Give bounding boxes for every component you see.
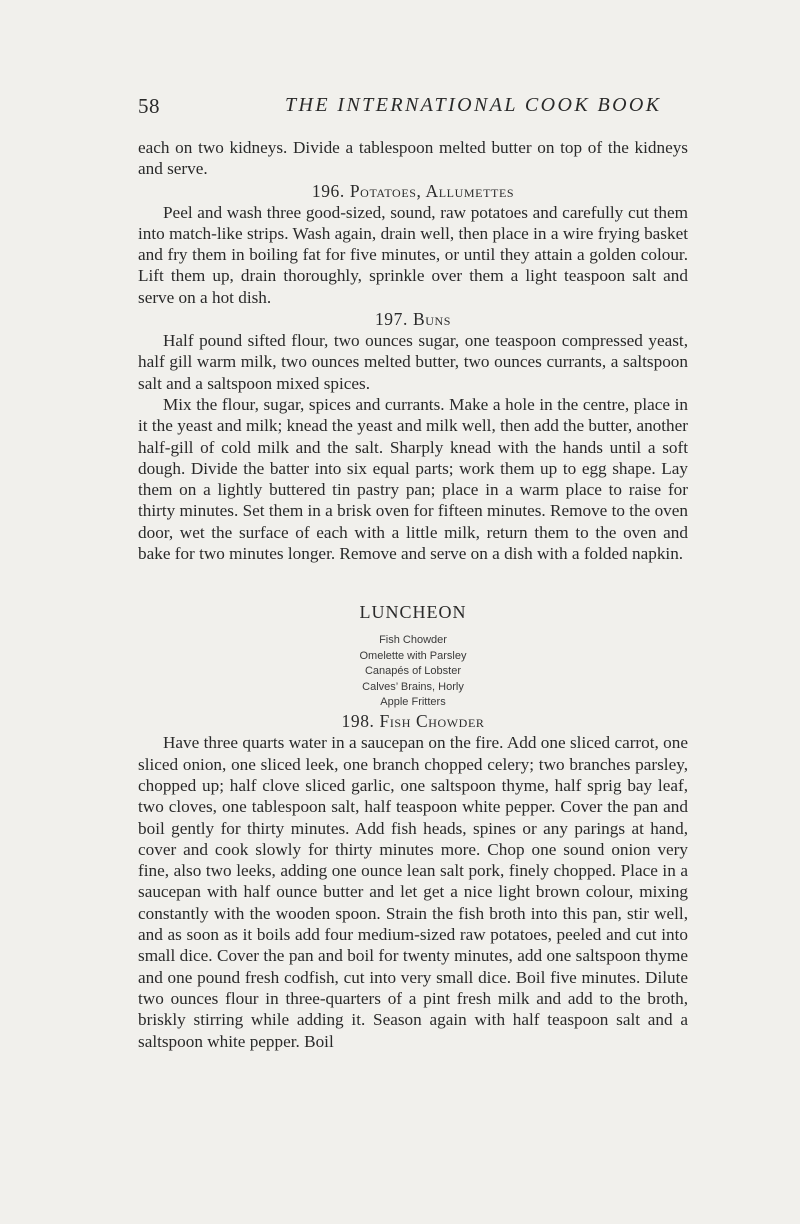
menu-item: Fish Chowder bbox=[379, 634, 447, 647]
continued-paragraph: each on two kidneys. Divide a tablespoon melted butter on top of the kidneys and serve. bbox=[138, 138, 688, 179]
running-head bbox=[138, 94, 688, 118]
menu-list bbox=[138, 633, 688, 710]
recipe-heading: 196. Potatoes, Allumettes bbox=[311, 180, 515, 201]
luncheon-menu bbox=[138, 602, 688, 710]
menu-item: Apple Fritters bbox=[380, 695, 446, 708]
recipe-heading: 198. Fish Chowder bbox=[341, 711, 485, 732]
menu-item: Canapés of Lobster bbox=[364, 665, 461, 678]
recipe-ingredients: Half pound sifted flour, two ounces sugar, one teaspoon compressed yeast, half gill warm milk, two ounces melted butter, two ounces currants, a saltspoon salt and a saltspoon mixed spices. bbox=[138, 331, 688, 393]
menu-item: Calves’ Brains, Horly bbox=[362, 680, 464, 693]
page-body bbox=[138, 137, 688, 1052]
recipe-paragraph: Have three quarts water in a saucepan on the fire. Add one sliced carrot, one sliced onion, one sliced leek, one branch chopped celery; two branches parsley, chopped up; half clove sliced garlic, one saltspoon thyme, half sprig bay leaf, two cloves, one tablespoon salt, half teaspoon white pepper. Cover the pan and boil gently for thirty minutes. Add fish heads, spines or any parings at hand, cover and cook slowly for thirty minutes more. Chop one sound onion very fine, also two leeks, adding one ounce lean salt pork, finely chopped. Place in a saucepan with half ounce butter and let get a nice light brown colour, mixing constantly with the wooden spoon. Strain the fish broth into this pan, stir well, and as soon as it boils add four medium-sized raw potatoes, peeled and cut into small dice. Cover the pan and boil for twenty minutes, add one saltspoon thyme and one pound fresh codfish, cut into very small dice. Boil five minutes. Dilute two ounces flour in three-quarters of a pint fresh milk and add to the broth, briskly stirring while adding it. Season again with half teaspoon salt and a saltspoon white pepper. Boil bbox=[138, 733, 688, 1051]
recipe-paragraph: Mix the flour, sugar, spices and currants. Make a hole in the centre, place in it the yeast and milk; knead the yeast and milk well, then add the butter, another half-gill of cold milk and the salt. Sharply knead with the hands until a soft dough. Divide the batter into six equal parts; work them up to egg shape. Lay them on a lightly buttered tin pastry pan; place in a warm place to raise for thirty minutes. Set them in a brisk oven for fifteen minutes. Remove to the oven door, wet the surface of each with a little milk, return them to the oven and bake for two minutes longer. Remove and serve on a dish with a folded napkin. bbox=[138, 394, 688, 564]
recipe-paragraph: Peel and wash three good-sized, sound, raw potatoes and carefully cut them into match-like strips. Wash again, drain well, then place in a wire frying basket and fry them in boiling fat for five minutes, or until they attain a golden colour. Lift them up, drain thoroughly, sprinkle over them a light teaspoon salt and serve on a hot dish. bbox=[138, 202, 688, 307]
menu-item: Omelette with Parsley bbox=[359, 649, 467, 662]
page-number: 58 bbox=[138, 94, 160, 118]
menu-title: LUNCHEON bbox=[359, 602, 467, 623]
running-title: THE INTERNATIONAL COOK BOOK bbox=[285, 94, 662, 116]
recipe-heading: 197. Buns bbox=[374, 309, 452, 330]
